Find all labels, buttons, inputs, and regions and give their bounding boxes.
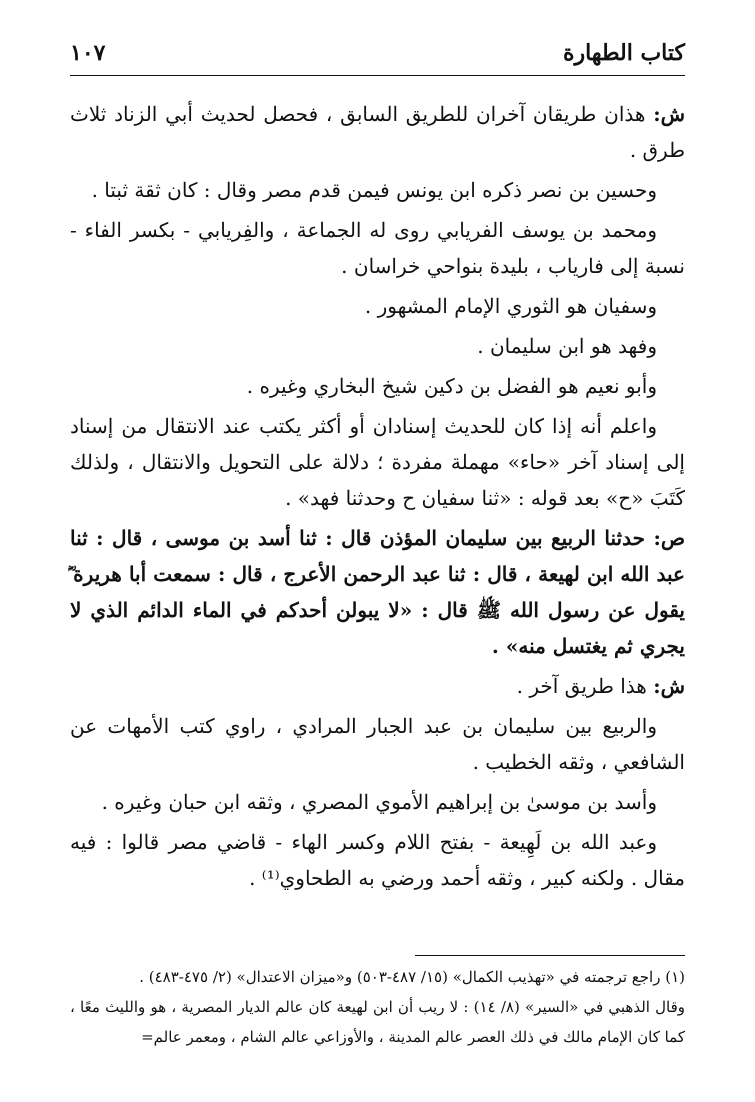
sharh-label: ش: [653,102,685,126]
footnote-divider [415,955,685,956]
footnote: وقال الذهبي في «السير» (٨/ ١٤) : لا ريب أن ابن لهيعة كان عالم الديار المصرية ، هو والليث معًا ، كما كان الإمام مالك في ذلك العصر عالم المدينة ، والأوزاعي عالم الشام ، ومعمر عالم= [70,998,686,1046]
paragraph: وحسين بن نصر ذكره ابن يونس فيمن قدم مصر وقال : كان ثقة ثبتا . [91,178,657,202]
hadith-paragraph [70,520,685,664]
paragraph-text: هذا طريق آخر . [516,674,654,698]
footnotes [70,962,685,1052]
footnote: (١) راجع ترجمته في «تهذيب الكمال» (١٥/ ٤٨٧-٥٠٣) و«ميزان الاعتدال» (٢/ ٤٧٥-٤٨٣) . [139,968,685,986]
paragraph: ومحمد بن يوسف الفريابي روى له الجماعة ، والفِريابي - بكسر الفاء - نسبة إلى فارياب ، بليدة بنواحي خراسان . [70,218,685,278]
paragraph: والربيع بين سليمان بن عبد الجبار المرادي ، راوي كتب الأمهات عن الشافعي ، وثقه الخطيب . [70,714,685,774]
paragraph [70,668,685,704]
running-header [70,36,685,76]
chapter-title: كتاب الطهارة [562,40,685,66]
paragraph-text: حدثنا الربيع بين سليمان المؤذن قال : ثنا أسد بن موسى ، قال : ثنا عبد الله ابن لهيعة ، قال : ثنا عبد الرحمن الأعرج ، قال : سمعت أبا هريرة ؓ يقول عن رسول الله ﷺ قال : «لا يبولن أحدكم في الماء الدائم الذي لا يجري ثم يغتسل منه» . [70,526,685,658]
paragraph: وعبد الله بن لَهِيعة - بفتح اللام وكسر الهاء - قاضي مصر قالوا : فيه مقال . ولكنه كبير ، وثقه أحمد ورضي به الطحاوي⁽¹⁾ . [70,830,685,890]
paragraph: وفهد هو ابن سليمان . [477,334,657,358]
page-number: ١٠٧ [70,40,106,66]
paragraph: وأبو نعيم هو الفضل بن دكين شيخ البخاري وغيره . [246,374,657,398]
paragraph: وأسد بن موسىٰ بن إبراهيم الأموي المصري ، وثقه ابن حبان وغيره . [101,790,657,814]
paragraph [70,96,685,168]
matn-label: ص: [653,526,685,550]
main-text [70,96,685,900]
sharh-label: ش: [653,674,685,698]
header-divider [70,75,685,76]
paragraph-text: هذان طريقان آخران للطريق السابق ، فحصل لحديث أبي الزناد ثلاث طرق . [70,102,685,162]
paragraph: واعلم أنه إذا كان للحديث إسنادان أو أكثر يكتب عند الانتقال من إسناد إلى إسناد آخر «حاء» مهملة مفردة ؛ دلالة على التحويل والانتقال ، ولذلك كَتَبَ «ح» بعد قوله : «ثنا سفيان ح وحدثنا فهد» . [70,414,685,510]
paragraph: وسفيان هو الثوري الإمام المشهور . [364,294,657,318]
